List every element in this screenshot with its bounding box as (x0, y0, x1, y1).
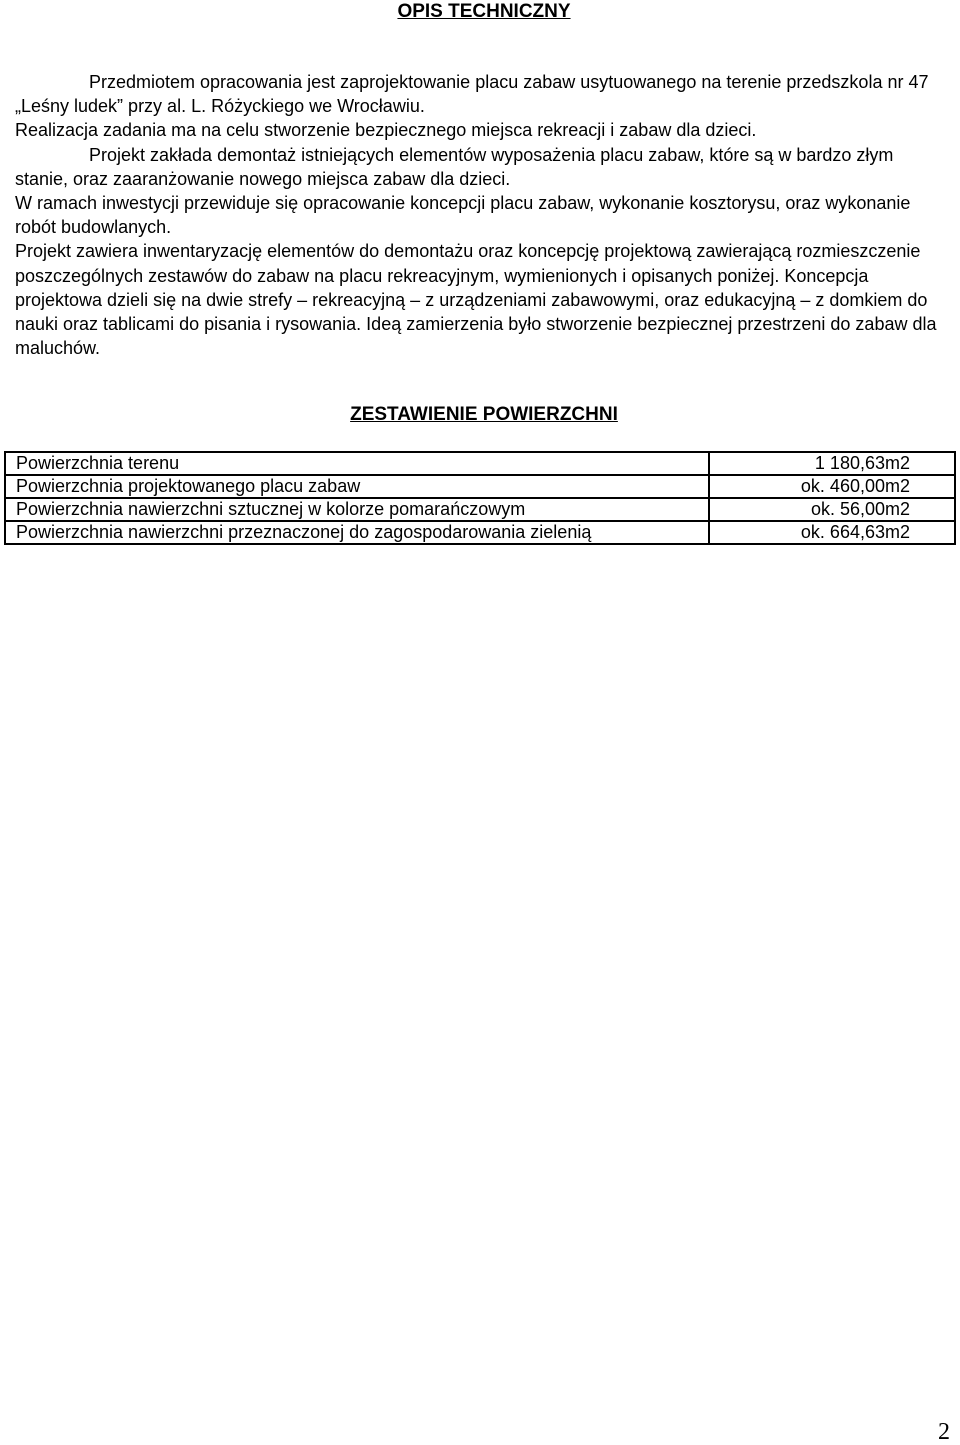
table-row (5, 475, 955, 498)
table-row (5, 452, 955, 475)
area-label: Powierzchnia projektowanego placu zabaw (5, 475, 709, 498)
area-label: Powierzchnia nawierzchni przeznaczonej do zagospodarowania zielenią (5, 521, 709, 544)
area-label: Powierzchnia nawierzchni sztucznej w kolorze pomarańczowym (5, 498, 709, 521)
technical-description (15, 70, 945, 360)
area-summary-title: ZESTAWIENIE POWIERZCHNI (350, 404, 618, 425)
table-row (5, 498, 955, 521)
paragraph-goal: Realizacja zadania ma na celu stworzenie bezpiecznego miejsca rekreacji i zabaw dla dzieci. (15, 120, 757, 141)
paragraph-subject: Przedmiotem opracowania jest zaprojektowanie placu zabaw usytuowanego na terenie przedszkola nr 47 „Leśny ludek” przy al. L. Różyckiego we Wrocławiu. (15, 72, 929, 117)
paragraph-project-contents: Projekt zawiera inwentaryzację elementów do demontażu oraz koncepcję projektową zawierającą rozmieszczenie poszczególnych zestawów do zabaw na placu rekreacyjnym, wymienionych i opisanych poniżej. Koncepcja projektowa dzieli się na dwie strefy – rekreacyjną – z urządzeniami zabawowymi, oraz edukacyjną – z domkiem do nauki oraz tablicami do pisania i rysowania. Ideą zamierzenia było stworzenie bezpiecznej przestrzeni do zabaw dla maluchów. (15, 241, 937, 359)
area-value: ok. 664,63m2 (709, 521, 955, 544)
area-label: Powierzchnia terenu (5, 452, 709, 475)
area-value: 1 180,63m2 (709, 452, 955, 475)
area-value: ok. 460,00m2 (709, 475, 955, 498)
document-title: OPIS TECHNICZNY (397, 1, 571, 22)
paragraph-dismantling: Projekt zakłada demontaż istniejących elementów wyposażenia placu zabaw, które są w bardzo złym stanie, oraz zaaranżowanie nowego miejsca zabaw dla dzieci. (15, 144, 894, 189)
page-number: 2 (938, 1419, 950, 1445)
table-row (5, 521, 955, 544)
area-summary-table (4, 451, 956, 545)
area-value: ok. 56,00m2 (709, 498, 955, 521)
paragraph-investment-scope: W ramach inwestycji przewiduje się opracowanie koncepcji placu zabaw, wykonanie kosztorysu, oraz wykonanie robót budowlanych. (15, 193, 911, 238)
